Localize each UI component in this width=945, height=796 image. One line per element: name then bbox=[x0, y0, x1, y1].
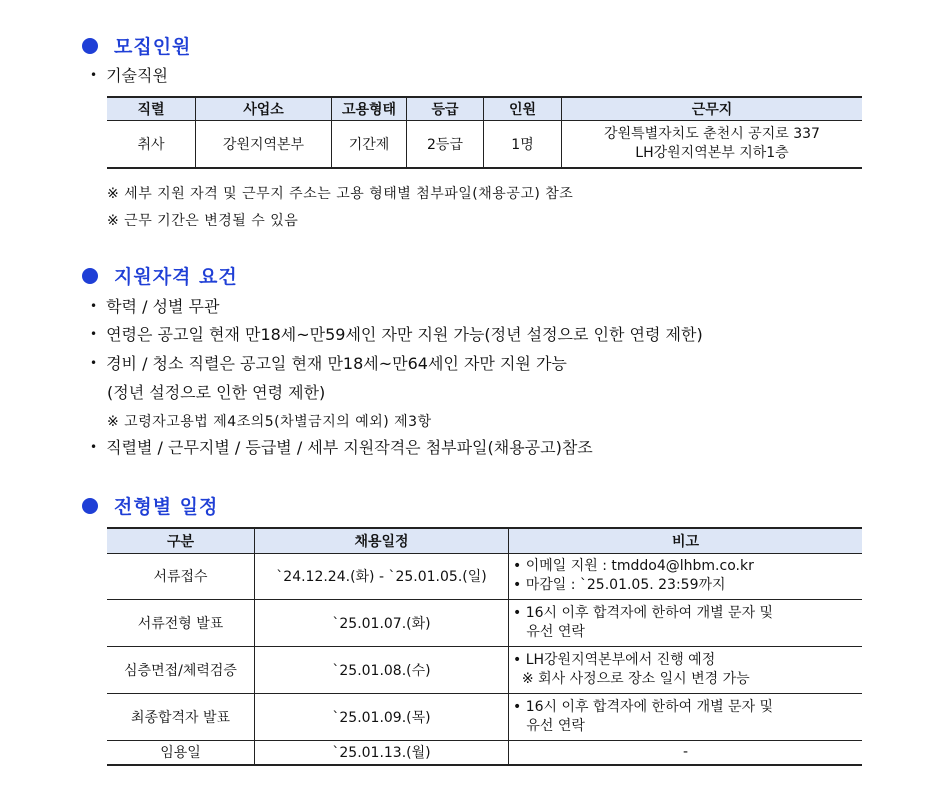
bullet-icon: • bbox=[90, 439, 98, 454]
table-header: 채용일정 bbox=[255, 528, 509, 553]
table-row bbox=[107, 693, 862, 740]
bullet-text: 직렬별 / 근무지별 / 등급별 / 세부 지원작격은 첨부파일(채용공고)참조 bbox=[106, 438, 593, 457]
date-cell: `25.01.08.(수) bbox=[255, 646, 509, 693]
table-row bbox=[107, 553, 862, 599]
section-title-text: 모집인원 bbox=[114, 36, 192, 58]
stage-cell: 임용일 bbox=[107, 740, 255, 765]
table-header: 직렬 bbox=[107, 97, 196, 120]
bullet-item bbox=[90, 63, 168, 86]
note-text: ※ 고령자고용법 제4조의5(차별금지의 예외) 제3항 bbox=[107, 414, 432, 430]
remark-line: 유선 연락 bbox=[513, 623, 585, 640]
remark-line: • 마감일 : `25.01.05. 23:59까지 bbox=[513, 577, 726, 593]
bullet-icon: • bbox=[90, 298, 98, 313]
table-header: 인원 bbox=[484, 97, 562, 120]
section-title-text: 지원자격 요건 bbox=[114, 266, 238, 288]
section-title-schedule bbox=[82, 492, 218, 519]
section-title-recruitment bbox=[82, 32, 191, 59]
section-title-qualifications bbox=[82, 262, 238, 289]
bullet-icon: • bbox=[90, 67, 98, 82]
remark-line: • 이메일 지원 : tmddo4@lhbm.co.kr bbox=[513, 558, 754, 574]
remarks-cell bbox=[509, 693, 863, 740]
table-cell: 취사 bbox=[107, 120, 196, 168]
table-header: 구분 bbox=[107, 528, 255, 553]
remark-line: ※ 회사 사정으로 장소 일시 변경 가능 bbox=[513, 670, 750, 687]
date-cell: `25.01.13.(월) bbox=[255, 740, 509, 765]
stage-cell: 최종합격자 발표 bbox=[107, 693, 255, 740]
continuation-text: (정년 설정으로 인한 연령 제한) bbox=[107, 383, 326, 402]
date-cell: `25.01.09.(목) bbox=[255, 693, 509, 740]
remarks-cell bbox=[509, 553, 863, 599]
stage-cell: 심층면접/체력검증 bbox=[107, 646, 255, 693]
location-cell bbox=[562, 120, 863, 168]
stage-cell: 서류접수 bbox=[107, 553, 255, 599]
table-cell: 강원지역본부 bbox=[196, 120, 332, 168]
table-header: 사업소 bbox=[196, 97, 332, 120]
remarks-cell bbox=[509, 646, 863, 693]
bullet-text: 학력 / 성별 무관 bbox=[106, 297, 220, 316]
bullet-text: 경비 / 청소 직렬은 공고일 현재 만18세~만64세인 자만 지원 가능 bbox=[106, 354, 567, 373]
table-cell: 1명 bbox=[484, 120, 562, 168]
bullet-dot-icon bbox=[82, 38, 98, 54]
remark-line: • LH강원지역본부에서 진행 예정 bbox=[513, 651, 716, 668]
table-header: 고용형태 bbox=[332, 97, 407, 120]
bullet-dot-icon bbox=[82, 498, 98, 514]
schedule-table bbox=[107, 527, 862, 766]
remarks-cell bbox=[509, 599, 863, 646]
note-text: ※ 근무 기간은 변경될 수 있음 bbox=[107, 213, 299, 229]
table-cell: 기간제 bbox=[332, 120, 407, 168]
section-title-text: 전형별 일정 bbox=[114, 496, 219, 518]
table-header: 등급 bbox=[407, 97, 484, 120]
date-cell: `24.12.24.(화) - `25.01.05.(일) bbox=[255, 553, 509, 599]
bullet-item bbox=[90, 322, 703, 345]
date-cell: `25.01.07.(화) bbox=[255, 599, 509, 646]
table-header: 근무지 bbox=[562, 97, 863, 120]
remarks-cell: - bbox=[509, 740, 863, 765]
table-header: 비고 bbox=[509, 528, 863, 553]
table-row bbox=[107, 646, 862, 693]
table-row bbox=[107, 740, 862, 765]
table-row bbox=[107, 120, 862, 168]
recruitment-table bbox=[107, 96, 862, 169]
remark-line: 유선 연락 bbox=[513, 717, 585, 734]
table-cell: 2등급 bbox=[407, 120, 484, 168]
bullet-item bbox=[90, 351, 567, 374]
bullet-item bbox=[90, 435, 593, 458]
bullet-icon: • bbox=[90, 326, 98, 341]
bullet-text: 기술직원 bbox=[106, 66, 168, 85]
table-row bbox=[107, 599, 862, 646]
bullet-item bbox=[90, 294, 219, 317]
note-text: ※ 세부 지원 자격 및 근무지 주소는 고용 형태별 첨부파일(채용공고) 참조 bbox=[107, 186, 574, 202]
location-line: LH강원지역본부 지하1층 bbox=[635, 144, 789, 161]
stage-cell: 서류전형 발표 bbox=[107, 599, 255, 646]
location-line: 강원특별자치도 춘천시 공지로 337 bbox=[604, 125, 820, 142]
bullet-dot-icon bbox=[82, 268, 98, 284]
bullet-text: 연령은 공고일 현재 만18세~만59세인 자만 지원 가능(정년 설정으로 인한 연령 제한) bbox=[106, 325, 703, 344]
bullet-icon: • bbox=[90, 355, 98, 370]
remark-line: • 16시 이후 합격자에 한하여 개별 문자 및 bbox=[513, 604, 774, 621]
remark-line: • 16시 이후 합격자에 한하여 개별 문자 및 bbox=[513, 698, 774, 715]
